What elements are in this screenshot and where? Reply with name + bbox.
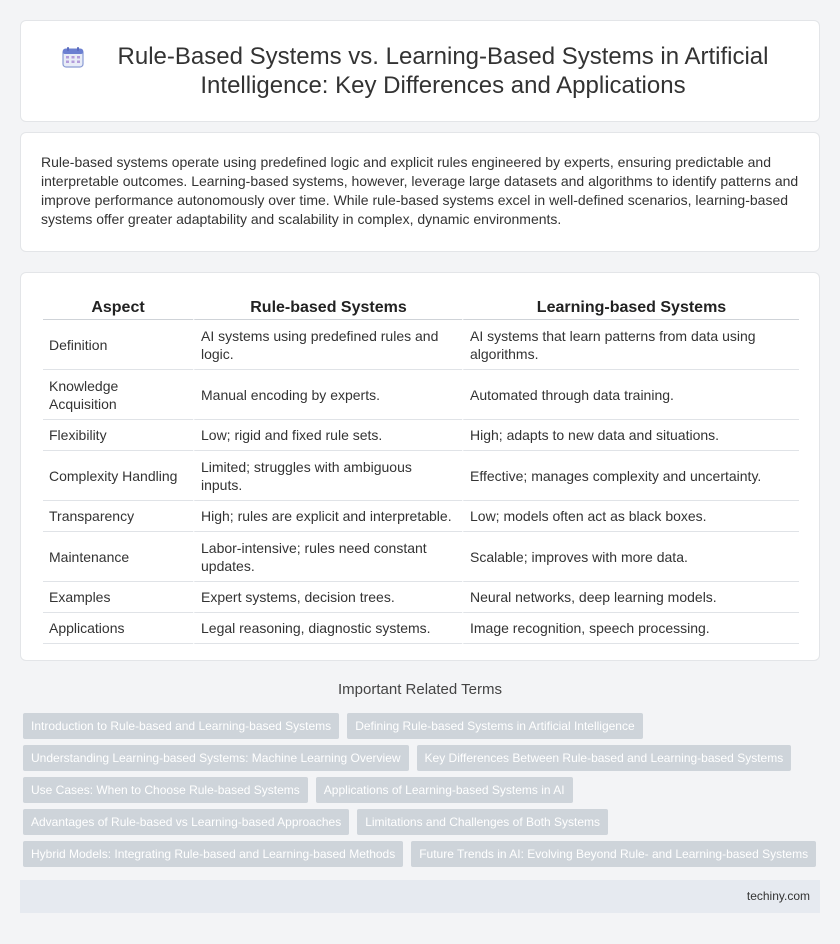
calendar-icon [61,45,85,69]
learning-based-cell: Effective; manages complexity and uncertainty. [462,451,799,501]
tag-row [23,713,823,739]
tag-row [23,745,823,771]
learning-based-cell: Scalable; improves with more data. [462,532,799,582]
aspect-cell: Maintenance [43,532,193,582]
aspect-cell: Flexibility [43,420,193,451]
comparison-table [43,297,799,644]
aspect-cell: Applications [43,613,193,644]
table-row [43,420,799,451]
aspect-cell: Complexity Handling [43,451,193,501]
related-term-link[interactable]: Advantages of Rule-based vs Learning-based Approaches [23,809,349,835]
related-terms-title: Important Related Terms [338,681,502,698]
header-rule-based: Rule-based Systems [193,297,462,320]
table-header-row [43,297,799,320]
footer [20,880,820,913]
rule-based-cell: High; rules are explicit and interpretable. [193,501,462,532]
learning-based-cell: Automated through data training. [462,370,799,420]
related-term-link[interactable]: Hybrid Models: Integrating Rule-based and Learning-based Methods [23,841,403,867]
related-term-link[interactable]: Limitations and Challenges of Both Systems [357,809,608,835]
learning-based-cell: High; adapts to new data and situations. [462,420,799,451]
table-row [43,370,799,420]
related-term-link[interactable]: Introduction to Rule-based and Learning-based Systems [23,713,339,739]
rule-based-cell: Legal reasoning, diagnostic systems. [193,613,462,644]
related-term-link[interactable]: Use Cases: When to Choose Rule-based Systems [23,777,308,803]
table-row [43,582,799,613]
rule-based-cell: AI systems using predefined rules and logic. [193,320,462,370]
header-aspect: Aspect [43,297,193,320]
tag-row [23,841,823,867]
aspect-cell: Examples [43,582,193,613]
rule-based-cell: Manual encoding by experts. [193,370,462,420]
learning-based-cell: Neural networks, deep learning models. [462,582,799,613]
related-term-link[interactable]: Future Trends in AI: Evolving Beyond Rule- and Learning-based Systems [411,841,816,867]
aspect-cell: Knowledge Acquisition [43,370,193,420]
learning-based-cell: Image recognition, speech processing. [462,613,799,644]
related-term-link[interactable]: Key Differences Between Rule-based and Learning-based Systems [417,745,792,771]
rule-based-cell: Limited; struggles with ambiguous inputs. [193,451,462,501]
footer-site-link[interactable]: techiny.com [746,889,810,903]
related-term-link[interactable]: Understanding Learning-based Systems: Machine Learning Overview [23,745,409,771]
rule-based-cell: Expert systems, decision trees. [193,582,462,613]
related-term-link[interactable]: Defining Rule-based Systems in Artificial Intelligence [347,713,642,739]
header-learning-based: Learning-based Systems [462,297,799,320]
table-row [43,501,799,532]
table-row [43,451,799,501]
tag-row [23,809,823,835]
tag-row [23,777,823,803]
learning-based-cell: AI systems that learn patterns from data using algorithms. [462,320,799,370]
rule-based-cell: Labor-intensive; rules need constant updates. [193,532,462,582]
related-terms-list [23,713,823,873]
aspect-cell: Transparency [43,501,193,532]
title-card [20,20,820,122]
intro-paragraph: Rule-based systems operate using predefined logic and explicit rules engineered by experts, ensuring predictable and interpretable outcomes. Learning-based systems, however, leverage large datasets and algorithms to identify patterns and improve performance autonomously over time. While rule-based systems excel in well-defined scenarios, learning-based systems offer greater adaptability and scalability in complex, dynamic environments. [41,154,799,227]
page-title: Rule-Based Systems vs. Learning-Based Systems in Artificial Intelligence: Key Differences and Applications [117,43,769,99]
table-row [43,532,799,582]
rule-based-cell: Low; rigid and fixed rule sets. [193,420,462,451]
intro-card [20,132,820,252]
related-term-link[interactable]: Applications of Learning-based Systems in AI [316,777,573,803]
table-row [43,613,799,644]
table-row [43,320,799,370]
comparison-card [20,272,820,661]
learning-based-cell: Low; models often act as black boxes. [462,501,799,532]
aspect-cell: Definition [43,320,193,370]
